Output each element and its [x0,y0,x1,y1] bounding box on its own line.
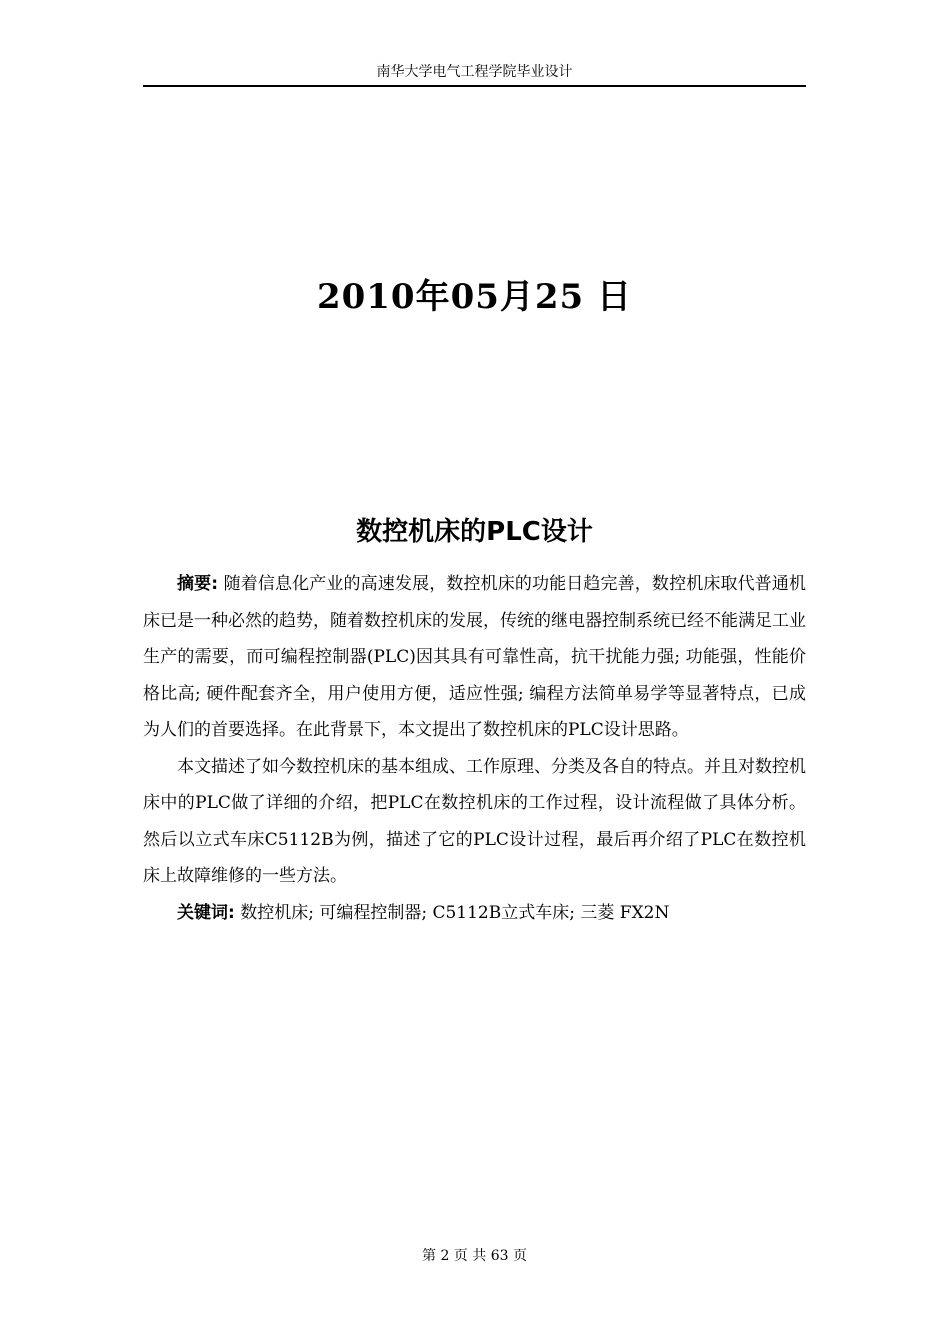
header-rule [143,85,806,87]
abstract-section [143,566,806,931]
keywords-text: 数控机床; 可编程控制器; C5112B立式车床; 三菱 FX2N [234,902,670,923]
abstract-label: 摘要: [177,574,219,594]
date-line: 2010年05月25 日 [316,277,633,317]
page-header: 南华大学电气工程学院毕业设计 [376,64,573,80]
abstract-second-paragraph: 本文描述了如今数控机床的基本组成、工作原理、分类及各自的特点。并且对数控机床中的PLC做了详细的介绍，把PLC在数控机床的工作过程，设计流程做了具体分析。然后以立式车床C5112B为例，描述了它的PLC设计过程，最后再介绍了PLC在数控机床上故障维修的一些方法。 [143,756,806,886]
abstract-text: 随着信息化产业的高速发展，数控机床的功能日趋完善，数控机床取代普通机床已是一种必然的趋势，随着数控机床的发展，传统的继电器控制系统已经不能满足工业生产的需要，而可编程控制器(PLC)因其具有可靠性高，抗干扰能力强; 功能强，性能价格比高; 硬件配套齐全，用户使用方便，适应性强; 编程方法简单易学等显著特点，已成为人们的首要选择。在此背景下，本文提出了数控机床的PLC设计思路。 [143,574,806,740]
page-footer: 第 2 页 共 63 页 [422,1248,527,1264]
keywords-paragraph [143,895,806,932]
document-title: 数控机床的PLC设计 [356,517,593,547]
keywords-label: 关键词: [177,902,235,923]
abstract-paragraph [143,566,806,749]
